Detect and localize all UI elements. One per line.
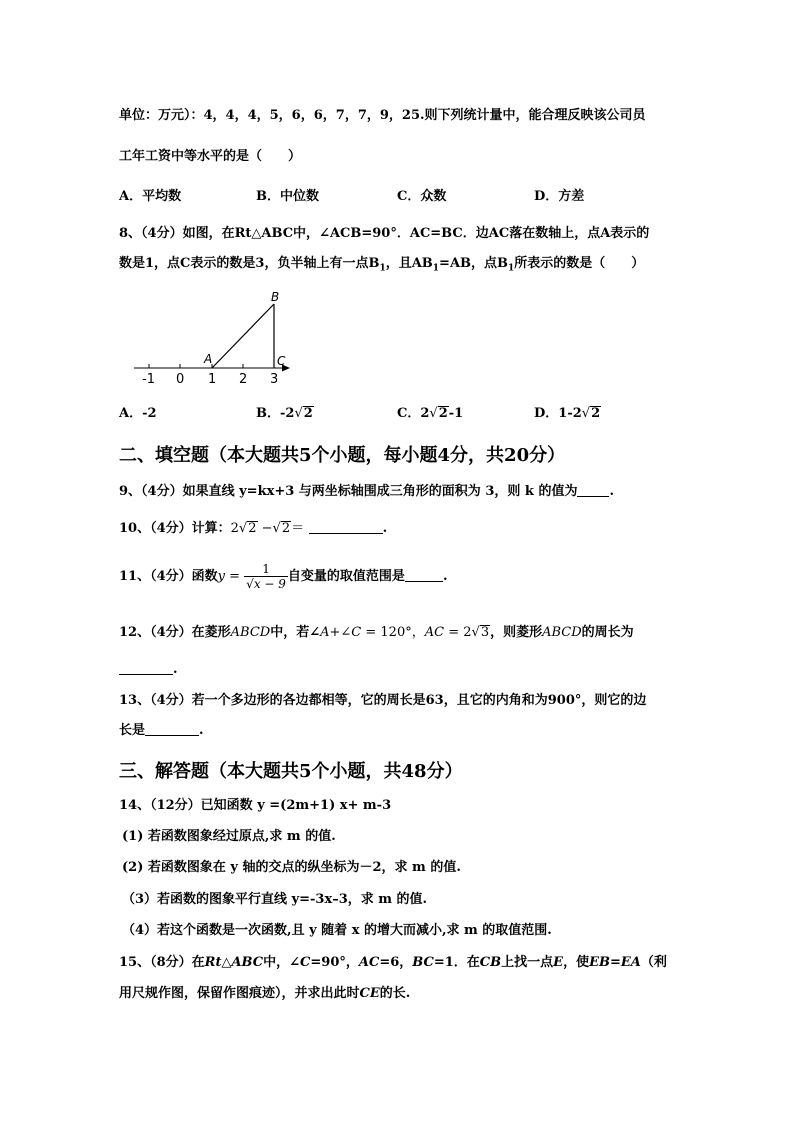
segment-ab	[212, 304, 274, 368]
tick-label-1: 1	[208, 372, 217, 387]
q7-line-1: 单位：万元）：4，4，4，5，6，6，7，7，9，25.则下列统计量中，能合理反映该公司员	[119, 108, 646, 123]
section-3-title: 三、解答题（本大题共5个小题，共48分）	[119, 761, 463, 782]
q8-option-c: C．2√2-1	[397, 406, 464, 421]
q13-answer-blank[interactable]	[145, 721, 199, 736]
q13-line-1: 13、（4分）若一个多边形的各边都相等，它的周长是63，且它的内角和为900°，则它的边	[119, 693, 647, 708]
q7-option-b: B．中位数	[256, 189, 319, 204]
q7-line-2	[119, 147, 301, 167]
q8-options	[119, 402, 699, 422]
q7-line-2-text: 工年工资中等水平的是（	[119, 149, 263, 164]
q12-line-2: .	[119, 660, 178, 680]
q12-answer-blank[interactable]	[119, 660, 173, 675]
tick-label-neg1: -1	[142, 372, 155, 387]
q12-line-1: 12、（4分）在菱形ABCD中，若∠A+∠C = 120°，AC = 2√3，则菱形ABCD的周长为	[119, 625, 634, 640]
q8-line-2: 数是1，点C表示的数是3，负半轴上有一点$B_1$，且$AB_1=AB$，点$B_1$所表示的数是（ ）	[119, 256, 645, 274]
q10-answer-blank[interactable]	[309, 519, 383, 534]
label-c: C	[277, 354, 286, 368]
q15-line-1: 15、（8分）在Rt△ABC中，∠C=90°，AC=6，BC=1．在CB上找一点E，使EB=EA（利	[119, 955, 667, 970]
tick-label-2: 2	[239, 372, 248, 387]
q14-item-4: （4）若这个函数是一次函数,且 y 随着 x 的增大而减小,求 m 的取值范围.	[122, 923, 552, 938]
q14-item-1: (1) 若函数图象经过原点,求 m 的值.	[122, 829, 336, 844]
q8-option-d: D．1-2√2	[534, 406, 601, 421]
q8-option-a: A．-2	[119, 406, 157, 421]
q9-line: 9、（4分）如果直线 y=kx+3 与两坐标轴围成三角形的面积为 3，则 k 的值为 .	[119, 484, 614, 499]
label-b: B	[271, 290, 280, 304]
q10-line: 10、（4分）计算：2√2 −√2＝ .	[119, 521, 388, 536]
q7-option-a: A．平均数	[119, 189, 182, 204]
q7-option-d: D．方差	[534, 189, 585, 204]
q14-head: 14、（12分）已知函数 y =(2m+1) x+ m-3	[119, 798, 392, 813]
q7-option-c: C．众数	[397, 189, 447, 204]
q11-answer-blank[interactable]	[405, 567, 443, 582]
q7-options	[119, 185, 699, 205]
label-a: A	[204, 352, 213, 366]
q11-fraction: $\frac{1}{√x - 9}$	[246, 561, 286, 591]
q8-line-1: 8、（4分）如图，在Rt△ABC中，∠ACB=90°．AC=BC．边AC落在数轴上，点A表示的	[119, 226, 650, 241]
q14-item-3: （3）若函数的图象平行直线 y=-3x–3，求 m 的值.	[122, 892, 428, 907]
tick-label-3: 3	[270, 372, 279, 387]
q11-line: 11、（4分）函数y = $\frac{1}{√x - 9}$ 自变量的取值范围是 .	[119, 561, 448, 591]
q7-paren-close: ）	[288, 149, 302, 164]
q9-answer-blank[interactable]	[577, 482, 609, 497]
q14-item-2: (2) 若函数图象在 y 轴的交点的纵坐标为－2，求 m 的值.	[122, 860, 461, 875]
q8-option-b: B．-2√2	[256, 406, 313, 421]
q8-figure	[128, 288, 298, 388]
q15-line-2: 用尺规作图，保留作图痕迹），并求出此时CE的长.	[119, 986, 411, 1001]
section-2-title: 二、填空题（本大题共5个小题，每小题4分，共20分）	[119, 445, 566, 466]
tick-label-0: 0	[176, 372, 185, 387]
q13-line-2: 长是 .	[119, 723, 204, 738]
